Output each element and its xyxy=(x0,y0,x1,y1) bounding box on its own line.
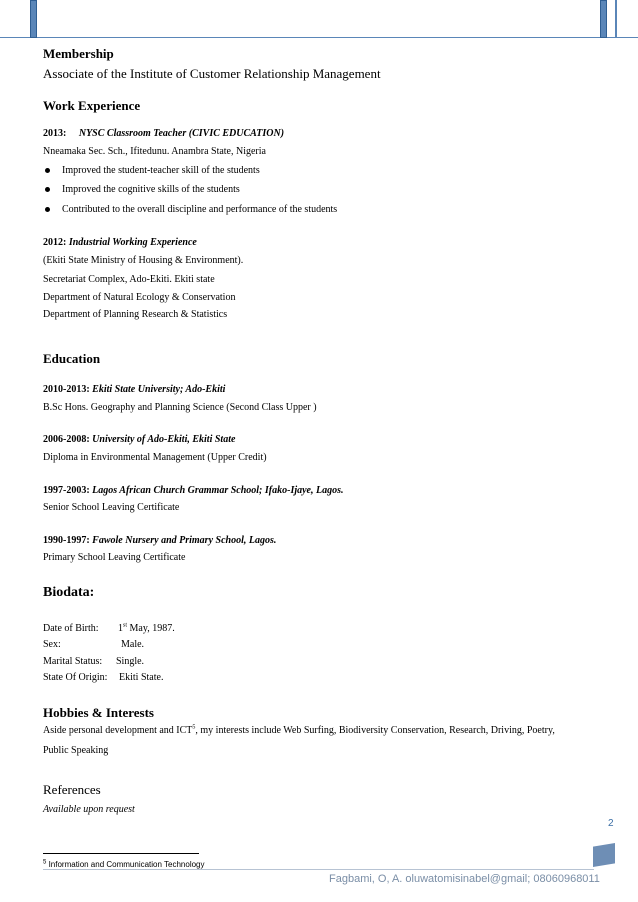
edu-detail: Primary School Leaving Certificate xyxy=(43,552,186,563)
work-heading: Work Experience xyxy=(43,98,141,113)
edu-school: Ekiti State University; Ado-Ekiti xyxy=(92,384,226,395)
job1-year: 2013: xyxy=(43,128,67,139)
dob-value xyxy=(118,623,175,634)
job2-line-4: Department of Planning Research & Statistics xyxy=(43,309,228,320)
hobbies-text xyxy=(43,725,555,736)
left-border-bar xyxy=(30,0,37,38)
edu-school: Fawole Nursery and Primary School, Lagos. xyxy=(92,535,277,546)
job2-header xyxy=(43,237,197,248)
dob-day: 1 xyxy=(118,623,123,634)
education-heading: Education xyxy=(43,351,101,366)
job1-bullet-2: Improved the cognitive skills of the students xyxy=(62,184,240,195)
footnote-ref: 5 xyxy=(192,724,196,731)
edu-detail: Diploma in Environmental Management (Upper Credit) xyxy=(43,452,267,463)
footer-rule xyxy=(43,869,594,870)
origin-value: Ekiti State. xyxy=(119,672,164,683)
marital-value: Single. xyxy=(116,656,145,667)
edu-entry-2-header xyxy=(43,434,235,445)
hobbies-text-c: Public Speaking xyxy=(43,745,109,756)
job2-year: 2012: xyxy=(43,237,67,248)
membership-heading: Membership xyxy=(43,46,114,61)
marital-label: Marital Status: xyxy=(43,656,103,667)
bullet-icon xyxy=(45,187,50,192)
edu-school: Lagos African Church Grammar School; Ifako-Ijaye, Lagos. xyxy=(92,485,344,496)
bullet-icon xyxy=(45,168,50,173)
job1-place: Nneamaka Sec. Sch., Ifitedunu. Anambra State, Nigeria xyxy=(43,146,266,157)
edu-years: 2006-2008: xyxy=(43,434,90,445)
footer-contact: Fagbami, O, A. oluwatomisinabel@gmail; 08060968011 xyxy=(329,873,600,885)
edu-entry-1-header xyxy=(43,384,225,395)
job2-line-3: Department of Natural Ecology & Conservation xyxy=(43,292,236,303)
hobbies-heading: Hobbies & Interests xyxy=(43,705,154,720)
references-heading: References xyxy=(43,782,101,797)
footnote-rule xyxy=(43,853,199,854)
sex-label: Sex: xyxy=(43,639,61,650)
hobbies-text-b: , my interests include Web Surfing, Biodiversity Conservation, Research, Driving, Poetry, xyxy=(195,725,555,736)
edu-years: 1997-2003: xyxy=(43,485,90,496)
page-number: 2 xyxy=(608,818,614,829)
edu-years: 2010-2013: xyxy=(43,384,90,395)
header-rule xyxy=(0,37,638,38)
footnote xyxy=(43,860,205,869)
job1-header xyxy=(43,128,284,139)
job2-line-2: Secretariat Complex, Ado-Ekiti. Ekiti state xyxy=(43,274,215,285)
right-border-bar xyxy=(600,0,607,38)
bullet-icon xyxy=(45,207,50,212)
edu-entry-3-header xyxy=(43,485,344,496)
edu-years: 1990-1997: xyxy=(43,535,90,546)
hobbies-text-a: Aside personal development and ICT xyxy=(43,725,193,736)
biodata-heading: Biodata: xyxy=(43,585,95,600)
references-text: Available upon request xyxy=(43,804,135,815)
membership-text: Associate of the Institute of Customer Relationship Management xyxy=(43,66,381,81)
job1-title: NYSC Classroom Teacher (CIVIC EDUCATION) xyxy=(78,128,285,139)
origin-label: State Of Origin: xyxy=(43,672,108,683)
edu-detail: Senior School Leaving Certificate xyxy=(43,502,180,513)
dob-ordinal: st xyxy=(123,622,128,629)
job1-bullet-3: Contributed to the overall discipline and performance of the students xyxy=(62,204,338,215)
job2-title: Industrial Working Experience xyxy=(68,237,197,248)
job1-bullet-1: Improved the student-teacher skill of the students xyxy=(62,165,260,176)
sex-value: Male. xyxy=(121,639,145,650)
dob-rest: May, 1987. xyxy=(127,623,175,634)
dob-label: Date of Birth: xyxy=(43,623,99,634)
page-corner-shape-icon xyxy=(593,843,615,867)
edu-school: University of Ado-Ekiti, Ekiti State xyxy=(92,434,236,445)
edu-detail: B.Sc Hons. Geography and Planning Science (Second Class Upper ) xyxy=(43,402,317,413)
right-border-line xyxy=(615,0,617,38)
footnote-text: Information and Communication Technology xyxy=(46,860,205,869)
footnote-number: 5 xyxy=(43,859,47,866)
job2-line-1: (Ekiti State Ministry of Housing & Environment). xyxy=(43,255,244,266)
edu-entry-4-header xyxy=(43,535,276,546)
